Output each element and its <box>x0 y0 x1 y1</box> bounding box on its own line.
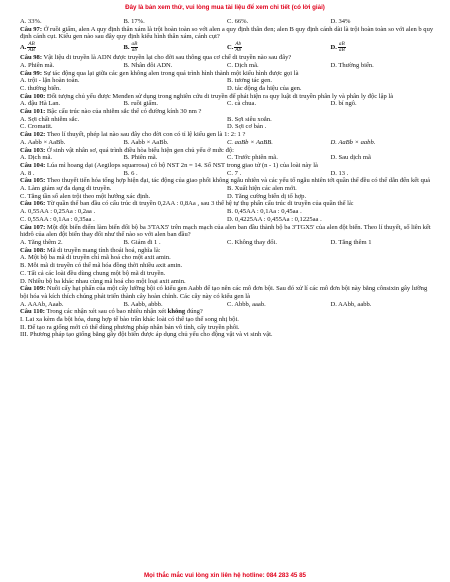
option-b: B. Xuất hiện các alen mới. <box>227 185 297 193</box>
option-c: C. thường biến. <box>20 84 61 92</box>
question-108: Câu 108: Mã di truyền mang tính thoái hoá, nghĩa là: <box>20 246 161 254</box>
genotype-fraction: $\frac{AB}{AB}$ <box>28 40 35 54</box>
option-c: C. Tất cả các loài đều dùng chung một bộ mã di truyền. <box>20 269 166 277</box>
option-b: B. Mỗi mã di truyền có thể mã hóa đồng thời nhiều axit amin. <box>20 262 183 270</box>
option-b: B. Aabb × AaBb. <box>123 138 169 146</box>
option-a: A. 0,55AA : 0,25Aa : 0,2aa . <box>20 208 96 216</box>
option-c: C. 66%. <box>227 18 249 25</box>
q101-options-row1 <box>20 116 434 124</box>
option-d: D. Thường biến. <box>330 61 374 69</box>
question-98: Câu 98: Vật liệu di truyền là ADN được truyền lại cho đời sau thông qua cơ chế di truyền nào sau đây? <box>20 54 292 62</box>
q98-options <box>20 62 434 70</box>
q106-options-row2 <box>20 216 434 224</box>
question-97 <box>20 26 434 41</box>
option-d: D. $\frac{aB}{aB}$ <box>330 40 345 54</box>
option-a: A. đậu Hà Lan. <box>20 100 61 108</box>
option-b: B. 0,45AA : 0,1Aa : 0,45aa . <box>227 208 302 216</box>
option-d: D. tác động đa hiệu của gen. <box>227 84 302 92</box>
option-c: C. Cromatit. <box>20 123 53 131</box>
option-d: D. 0,4225AA : 0,455Aa : 0,1225aa . <box>227 215 322 223</box>
q99-options-row2 <box>20 85 434 93</box>
question-109: Câu 109: Nuôi cấy hạt phấn của một cây lưỡng bội có kiểu gen Aabb để tạo nên các mô đơn bội. Sau đó xử lí các mô đơn bội này bằng cônsixin gây lưỡng bội hóa và kích thích chúng phát triển thành cây hoàn chỉnh. Các cây này có kiểu gen là <box>20 285 428 300</box>
option-b: B. Phiên mã. <box>123 154 158 162</box>
option-d: D. 34% <box>330 18 351 25</box>
option-a: A. Aabb × AaBb. <box>20 138 66 146</box>
q100-options <box>20 100 434 108</box>
q107-options <box>20 239 434 247</box>
q103-options <box>20 154 434 162</box>
document-body <box>20 18 434 339</box>
question-100: Câu 100: Đối tượng chủ yếu được Menđen sử dụng trong nghiên cứu di truyền để phát hiện ra quy luật di truyền phân ly và phân ly độc lập là <box>20 92 394 100</box>
option-c: C. $\frac{Ab}{Ab}$ <box>227 40 242 54</box>
option-a: A. Dịch mã. <box>20 154 52 162</box>
q96-options <box>20 18 434 26</box>
option-d: D. Nhiều bộ ba khác nhau cùng mã hoá cho một loại axit amin. <box>20 277 186 285</box>
option-c: C. Không thay đổi. <box>227 238 278 246</box>
question-102: Câu 102: Theo lí thuyết, phép lai nào sau đây cho đời con có tỉ lệ kiểu gen là 1: 2: 1 ? <box>20 131 246 139</box>
question-107: Câu 107: Một đột biến điểm làm biến đổi bộ ba 3'TAX5' trên mạch mạch của alen ban đầu thành bộ ba 3'TGX5' của alen đột biến. Theo lí thuyết, số liên kết hiđrô của alen đột biến thay đổi như thế nào so với alen ban đầu? <box>20 223 431 239</box>
option-c: C. cà chua. <box>227 100 257 108</box>
statement-1: I. Lai xa kèm đa bội hóa, dung hợp tế bào trần khác loài có thể tạo thể song nhị bội. <box>20 316 239 324</box>
option-a: A. AAAb, Aaab. <box>20 300 64 308</box>
q102-options <box>20 139 434 147</box>
option-d: D. AAbb, aabb. <box>330 300 372 308</box>
option-c: C. Abbb, aaab. <box>227 300 266 308</box>
q106-options-row1 <box>20 208 434 216</box>
option-b: B. Giảm đi 1 . <box>123 238 161 246</box>
question-99: Câu 99: Sự tác động qua lại giữa các gen không alen trong quá trình hình thành một kiểu hình được gọi là <box>20 69 299 77</box>
option-b: B. Sợi siêu xoắn. <box>227 115 272 123</box>
option-a: A. Sợi chất nhiễm sắc. <box>20 115 80 123</box>
option-d: D. 13 . <box>330 169 349 177</box>
option-b: B. $\frac{aB}{ab}$ <box>123 40 138 54</box>
option-c: C. 7 . <box>227 169 242 177</box>
preview-banner: Đây là bản xem thử, vui lòng mua tài liệu để xem chi tiết (có lời giải) <box>125 4 325 11</box>
option-d: D. Tăng cường biến dị tổ hợp. <box>227 192 307 200</box>
option-b: B. 17%. <box>123 18 145 25</box>
q99-options-row1 <box>20 77 434 85</box>
option-b: B. Aabb, abbb. <box>123 300 163 308</box>
option-a: A. Một bộ ba mã di truyền chỉ mã hoá cho một axit amin. <box>20 254 171 262</box>
option-a: A. trội - lặn hoàn toàn. <box>20 77 80 85</box>
question-105: Câu 105: Theo thuyết tiến hóa tổng hợp hiện đại, tác động của giao phối không ngẫu nhiên và các yếu tố ngẫu nhiên tới quần thể đều có thể dẫn đến kết quả <box>20 177 431 185</box>
question-106: Câu 106: Từ quần thể ban đầu có cấu trúc di truyền 0,2AA : 0,8Aa , sau 3 thế hệ tự thụ phấn cấu trúc di truyền của quần thể là: <box>20 200 354 208</box>
option-a: A. $\frac{AB}{AB}$ <box>20 40 35 54</box>
q104-options <box>20 170 434 178</box>
q109-options <box>20 301 434 309</box>
q101-options-row2 <box>20 123 434 131</box>
option-d: D. Tăng thêm 1 <box>330 238 372 246</box>
option-a: A. Phiên mã. <box>20 61 55 69</box>
q105-options-row1 <box>20 185 434 193</box>
genotype-fraction: $\frac{aB}{ab}$ <box>131 40 138 54</box>
genotype-fraction: $\frac{Ab}{Ab}$ <box>235 40 242 54</box>
option-c: C. 0,55AA : 0,1Aa : 0,35aa . <box>20 215 95 223</box>
option-a: A. Làm giảm sự đa dạng di truyền. <box>20 185 112 193</box>
genotype-fraction: $\frac{aB}{aB}$ <box>338 40 345 54</box>
option-c: C. aaBb × AaBB. <box>227 138 273 146</box>
option-b: B. ruồi giấm. <box>123 100 159 108</box>
option-a: A. 33%. <box>20 18 42 25</box>
option-b: B. tương tác gen. <box>227 77 273 85</box>
statement-2: II. Để tạo ra giống mới có thể dùng phương pháp nhân bản vô tính, cấy truyền phôi. <box>20 323 240 331</box>
question-text: Ở ruồi giấm, alen A quy định thân xám là trội hoàn toàn so với alen a quy định thân đen; alen B quy định cánh dài là trội hoàn toàn so với alen b quy định cánh cụt. Kiểu gen nào sau đây quy định kiểu hình thân xám, cánh cụt? <box>20 25 434 41</box>
option-c: C. Tăng tần số alen trội theo một hướng xác định. <box>20 192 151 200</box>
option-b: B. 6 . <box>123 169 138 177</box>
question-103: Câu 103: Ở sinh vật nhân sơ, quá trình điều hòa biểu hiện gen chủ yếu ở mức độ: <box>20 146 234 154</box>
question-101: Câu 101: Bậc cấu trúc nào của nhiễm sắc thể có đường kính 30 nm ? <box>20 108 202 116</box>
option-d: D. Sợi cơ bản . <box>227 123 267 131</box>
option-d: D. bí ngô. <box>330 100 357 108</box>
q105-options-row2 <box>20 193 434 201</box>
option-a: A. Tăng thêm 2. <box>20 238 63 246</box>
hotline-banner: Mọi thắc mắc vui lòng xin liên hệ hotline: 084 283 45 85 <box>144 572 306 579</box>
question-104: Câu 104: Lúa mì hoang dại (Aegilops squarrosa) có bộ NST 2n = 14. Số NST trong giao tử (n - 1) của loài này là <box>20 161 318 169</box>
option-c: C. Trước phiên mã. <box>227 154 278 162</box>
option-d: D. Sau dịch mã <box>330 154 371 162</box>
question-110: Câu 110: Trong các nhận xét sau có bao nhiêu nhận xét không đúng? <box>20 308 203 316</box>
statement-3: III. Phương pháp tạo giống bằng gây đột biến được áp dụng chủ yếu cho động vật và vi sinh vật. <box>20 331 273 339</box>
option-d: D. AaBb × aabb. <box>330 138 376 146</box>
option-a: A. 8 . <box>20 169 35 177</box>
question-label: Câu 97: <box>20 25 43 33</box>
option-c: C. Dịch mã. <box>227 61 259 69</box>
option-b: B. Nhân đôi ADN. <box>123 61 173 69</box>
q97-options <box>20 41 434 54</box>
